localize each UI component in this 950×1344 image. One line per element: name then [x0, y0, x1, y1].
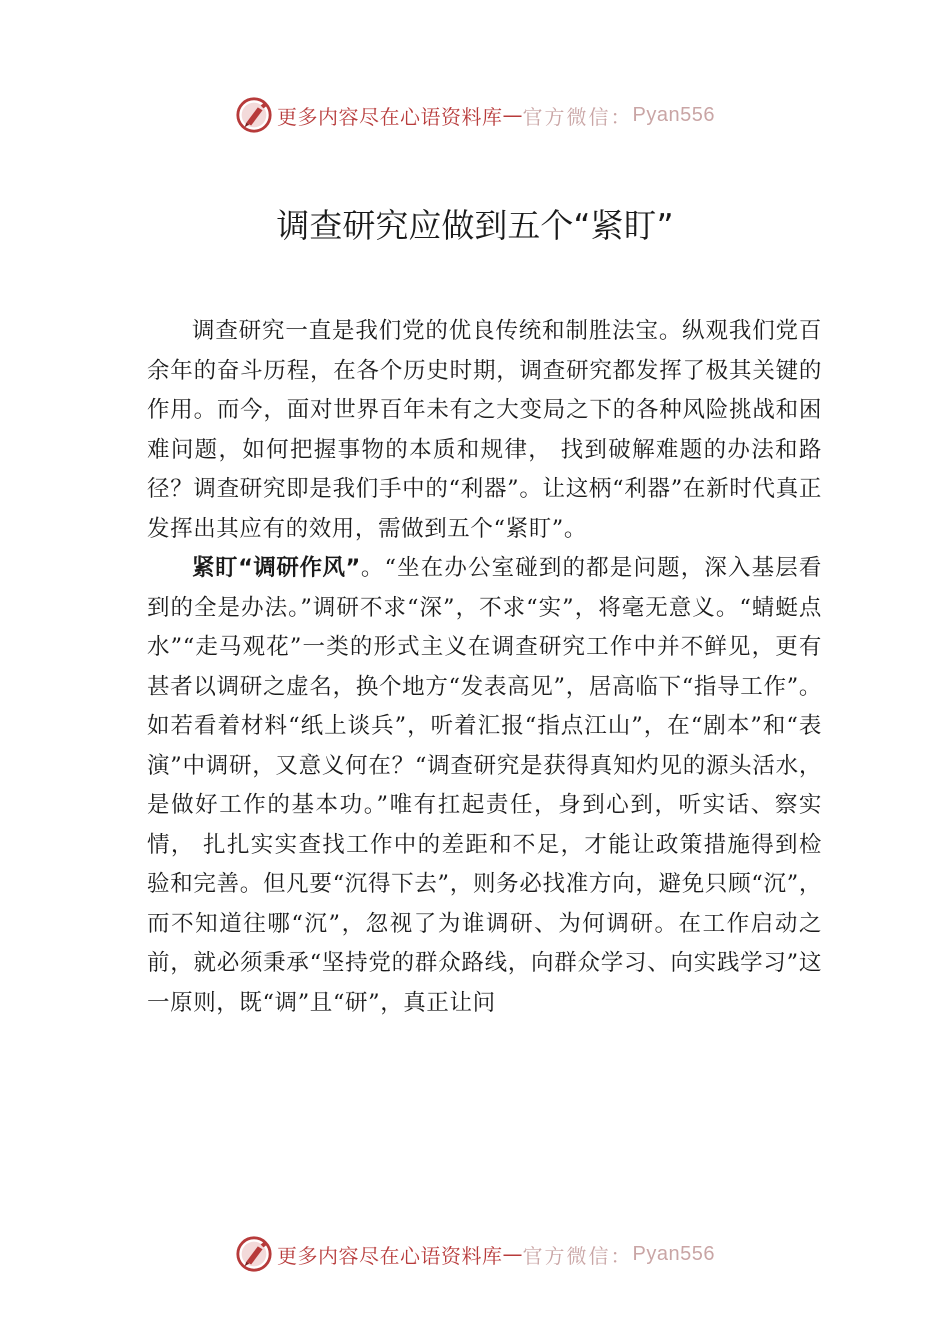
- watermark-dash: —: [502, 103, 523, 127]
- watermark-brand-text: 更多内容尽在心语资料库: [277, 1243, 503, 1268]
- watermark-brand-text: 更多内容尽在心语资料库: [277, 104, 503, 129]
- pen-logo-icon: [235, 96, 273, 134]
- paragraph-intro: [147, 312, 822, 549]
- footer-watermark: [0, 1234, 950, 1274]
- document-body: [147, 312, 822, 1023]
- paragraph-research-style: [147, 549, 822, 1023]
- paragraph-text: 。“坐在办公室碰到的都是问题，深入基层看到的全是办法。”调研不求“深”，不求“实”，将毫无意义。“蜻蜓点水”“走马观花”一类的形式主义在调查研究工作中并不鲜见，更有甚者以调研之虚名，换个地方“发表高见”，居高临下“指导工作”。如若看着材料“纸上谈兵”，听着汇报“指点江山”，在“剧本”和“表演”中调研，又意义何在？“调查研究是获得真知灼见的源头活水，是做好工作的基本功。”唯有扛起责任，身到心到，听实话、察实情， 扎扎实实查找工作中的差距和不足，才能让政策措施得到检验和完善。但凡要“沉得下去”，则务必找准方向，避免只顾“沉”，而不知道往哪“沉”，忽视了为谁调研、为何调研。在工作启动之前，就必须秉承“坚持党的群众路线，向群众学习、向实践学习”这一原则，既“调”且“研”，真正让问: [147, 555, 822, 1016]
- watermark-label: 官方微信：: [522, 1243, 633, 1268]
- paragraph-lead: 紧盯“调研作风”: [192, 555, 361, 581]
- pen-logo-icon: [235, 1235, 273, 1273]
- paragraph-text: 调查研究一直是我们党的优良传统和制胜法宝。纵观我们党百余年的奋斗历程，在各个历史时期，调查研究都发挥了极其关键的作用。而今，面对世界百年未有之大变局之下的各种风险挑战和困难问题，如何把握事物的本质和规律， 找到破解难题的办法和路径？调查研究即是我们手中的“利器”。让这柄“利器”在新时代真正发挥出其应有的效用，需做到五个“紧盯”。: [147, 318, 822, 542]
- watermark-wechat-id: Pyan556: [632, 103, 715, 126]
- watermark-dash: —: [502, 1242, 523, 1266]
- header-watermark: [0, 95, 950, 135]
- watermark-label: 官方微信：: [522, 104, 633, 129]
- watermark-wechat-id: Pyan556: [632, 1242, 715, 1265]
- document-title: 调查研究应做到五个“紧盯”: [276, 206, 674, 245]
